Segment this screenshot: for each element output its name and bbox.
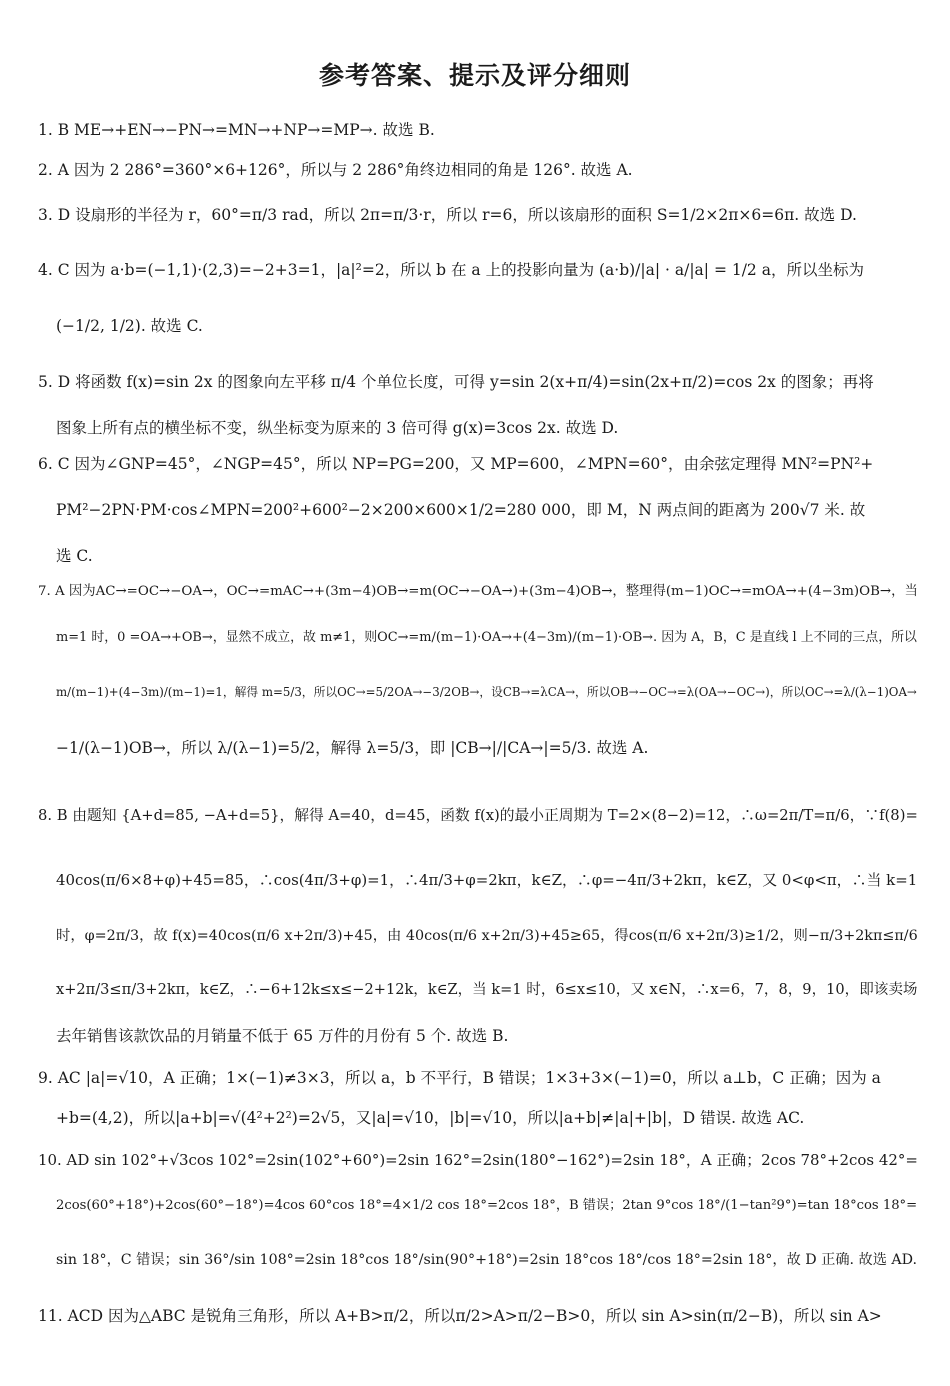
- answer-line: 去年销售该款饮品的月销量不低于 65 万件的月份有 5 个. 故选 B.: [56, 1027, 509, 1045]
- answer-line: 2. A 因为 2 286°=360°×6+126°，所以与 2 286°角终边相同的角是 126°. 故选 A.: [38, 161, 633, 179]
- answer-line: 1. B ME→+EN→−PN→=MN→+NP→=MP→. 故选 B.: [38, 121, 435, 139]
- answer-line: +b=(4,2)，所以|a+b|=√(4²+2²)=2√5，又|a|=√10，|b|=√10，所以|a+b|≠|a|+|b|，D 错误. 故选 AC.: [56, 1109, 805, 1127]
- answer-line: sin 18°，C 错误；sin 36°/sin 108°=2sin 18°cos 18°/sin(90°+18°)=2sin 18°cos 18°/cos 18°=2sin 18°，故 D 正确. 故选 AD.: [56, 1252, 918, 1268]
- answer-line: 时，φ=2π/3，故 f(x)=40cos(π/6 x+2π/3)+45，由 40cos(π/6 x+2π/3)+45≥65，得cos(π/6 x+2π/3)≥1/2，则−π/3+2kπ≤π/6: [56, 928, 918, 944]
- answer-line: 10. AD sin 102°+√3cos 102°=2sin(102°+60°)=2sin 162°=2sin(180°−162°)=2sin 18°，A 正确；2cos 78°+2cos 42°=: [38, 1151, 918, 1169]
- answer-line: 8. B 由题知 {A+d=85, −A+d=5}，解得 A=40，d=45，函数 f(x)的最小正周期为 T=2×(8−2)=12，∴ω=2π/T=π/6，∵f(8)=: [38, 807, 918, 824]
- answer-line: 9. AC |a|=√10，A 正确；1×(−1)≠3×3，所以 a，b 不平行，B 错误；1×3+3×(−1)=0，所以 a⊥b，C 正确；因为 a: [38, 1069, 881, 1087]
- answer-line: 选 C.: [56, 547, 93, 565]
- answer-line: 2cos(60°+18°)+2cos(60°−18°)=4cos 60°cos 18°=4×1/2 cos 18°=2cos 18°，B 错误；2tan 9°cos 18°/(1−tan²9°)=tan 18°cos 18°=: [56, 1198, 918, 1213]
- answer-line: 7. A 因为AC→=OC→−OA→，OC→=mAC→+(3m−4)OB→=m(OC→−OA→)+(3m−4)OB→，整理得(m−1)OC→=mOA→+(4−3m)OB→，当: [38, 584, 918, 599]
- answer-line: x+2π/3≤π/3+2kπ，k∈Z，∴−6+12k≤x≤−2+12k，k∈Z，当 k=1 时，6≤x≤10，又 x∈N，∴x=6，7，8，9，10，即该卖场: [56, 981, 918, 998]
- answer-line: 图象上所有点的横坐标不变，纵坐标变为原来的 3 倍可得 g(x)=3cos 2x. 故选 D.: [56, 419, 619, 437]
- answer-line: −1/(λ−1)OB→，所以 λ/(λ−1)=5/2，解得 λ=5/3，即 |CB→|/|CA→|=5/3. 故选 A.: [56, 739, 649, 757]
- page-title: 参考答案、提示及评分细则: [318, 61, 631, 90]
- answer-line: 11. ACD 因为△ABC 是锐角三角形，所以 A+B>π/2，所以π/2>A>π/2−B>0，所以 sin A>sin(π/2−B)，所以 sin A>: [38, 1307, 882, 1325]
- answer-line: 5. D 将函数 f(x)=sin 2x 的图象向左平移 π/4 个单位长度，可得 y=sin 2(x+π/4)=sin(2x+π/2)=cos 2x 的图象；再将: [38, 373, 874, 391]
- answer-line: 6. C 因为∠GNP=45°，∠NGP=45°，所以 NP=PG=200，又 MP=600，∠MPN=60°，由余弦定理得 MN²=PN²+: [38, 455, 874, 473]
- answer-line: 4. C 因为 a·b=(−1,1)·(2,3)=−2+3=1，|a|²=2，所以 b 在 a 上的投影向量为 (a·b)/|a| · a/|a| = 1/2 a，所以坐标为: [38, 261, 864, 279]
- answer-line: PM²−2PN·PM·cos∠MPN=200²+600²−2×200×600×1/2=280 000，即 M，N 两点间的距离为 200√7 米. 故: [56, 501, 866, 519]
- answer-line: (−1/2, 1/2). 故选 C.: [56, 317, 203, 335]
- answer-line: 3. D 设扇形的半径为 r，60°=π/3 rad，所以 2π=π/3·r，所以 r=6，所以该扇形的面积 S=1/2×2π×6=6π. 故选 D.: [38, 206, 857, 224]
- answer-line: m=1 时，0 =OA→+OB→，显然不成立，故 m≠1，则OC→=m/(m−1)·OA→+(4−3m)/(m−1)·OB→. 因为 A，B，C 是直线 l 上不同的三点，所以: [56, 630, 917, 645]
- answer-line: 40cos(π/6×8+φ)+45=85，∴cos(4π/3+φ)=1，∴4π/3+φ=2kπ，k∈Z，∴φ=−4π/3+2kπ，k∈Z，又 0<φ<π，∴当 k=1: [56, 871, 918, 889]
- answer-line: m/(m−1)+(4−3m)/(m−1)=1，解得 m=5/3，所以OC→=5/2OA→−3/2OB→，设CB→=λCA→，所以OB→−OC→=λ(OA→−OC→)，所以OC→=λ/(λ−1)OA→: [56, 685, 917, 699]
